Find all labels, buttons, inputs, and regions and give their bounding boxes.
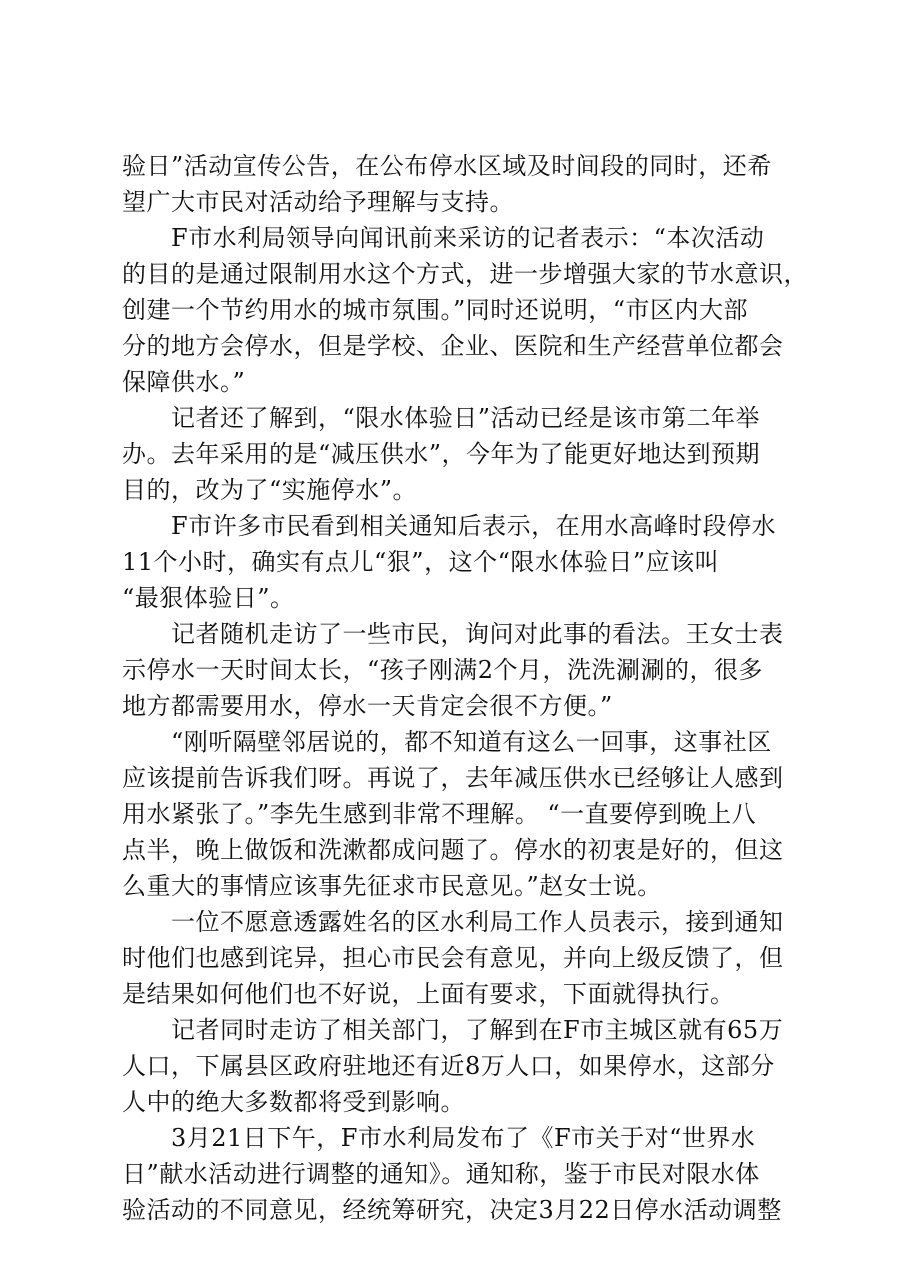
text-line: 望广大市民对活动给予理解与支持。: [122, 188, 514, 216]
text-line: 一位不愿意透露姓名的区水利局工作人员表示，接到通知: [122, 908, 784, 936]
paragraph-1: [122, 148, 802, 220]
text-line: 记者同时走访了相关部门，了解到在F市主城区就有65万: [122, 1016, 784, 1044]
text-line: 分的地方会停水，但是学校、企业、医院和生产经营单位都会: [122, 332, 784, 360]
text-line: 人中的绝大多数都将受到影响。: [122, 1088, 465, 1116]
text-line: 11个小时，确实有点儿“狠”，这个“限水体验日”应该叫: [122, 548, 720, 576]
article-body: [122, 148, 808, 1228]
text-line: F市许多市民看到相关通知后表示，在用水高峰时段停水: [122, 512, 777, 540]
paragraph-2: [122, 220, 808, 400]
text-line: 的目的是通过限制用水这个方式，进一步增强大家的节水意识，: [122, 260, 808, 288]
text-line: 保障供水。”: [122, 368, 246, 396]
text-line: 么重大的事情应该事先征求市民意见。”赵女士说。: [122, 872, 662, 900]
text-line: 办。去年采用的是“减压供水”，今年为了能更好地达到预期: [122, 440, 761, 468]
paragraph-3: [122, 400, 802, 508]
text-line: “刚听隔壁邻居说的，都不知道有这么一回事，这事社区: [122, 728, 772, 756]
paragraph-7: [122, 904, 802, 1012]
text-line: 创建一个节约用水的城市氛围。”同时还说明，“市区内大部: [122, 296, 749, 324]
text-line: “最狠体验日”。: [122, 584, 295, 612]
paragraph-6: [122, 724, 802, 904]
text-line: 应该提前告诉我们呀。再说了，去年减压供水已经够让人感到: [122, 764, 784, 792]
text-line: 验活动的不同意见，经统筹研究，决定3月22日停水活动调整: [122, 1196, 782, 1224]
paragraph-9: [122, 1120, 802, 1228]
text-line: 验日”活动宣传公告，在公布停水区域及时间段的同时，还希: [122, 152, 772, 180]
text-line: 时他们也感到诧异，担心市民会有意见，并向上级反馈了，但: [122, 944, 784, 972]
paragraph-5: [122, 616, 802, 724]
text-line: 记者还了解到，“限水体验日”活动已经是该市第二年举: [122, 404, 761, 432]
text-line: 人口，下属县区政府驻地还有近8万人口，如果停水，这部分: [122, 1052, 775, 1080]
text-line: F市水利局领导向闻讯前来采访的记者表示：“本次活动: [122, 224, 765, 252]
text-line: 点半，晚上做饭和洗漱都成问题了。停水的初衷是好的，但这: [122, 836, 784, 864]
paragraph-4: [122, 508, 802, 616]
text-line: 目的，改为了“实施停水”。: [122, 476, 418, 504]
text-line: 示停水一天时间太长，“孩子刚满2个月，洗洗涮涮的，很多: [122, 656, 764, 684]
text-line: 是结果如何他们也不好说，上面有要求，下面就得执行。: [122, 980, 735, 1008]
text-line: 用水紧张了。”李先生感到非常不理解。 “一直要停到晚上八: [122, 800, 757, 828]
paragraph-8: [122, 1012, 802, 1120]
text-line: 地方都需要用水，停水一天肯定会很不方便。”: [122, 692, 613, 720]
text-line: 记者随机走访了一些市民，询问对此事的看法。王女士表: [122, 620, 784, 648]
text-line: 3月21日下午，F市水利局发布了《F市关于对“世界水: [122, 1124, 756, 1152]
text-line: 日”献水活动进行调整的通知》。通知称，鉴于市民对限水体: [122, 1160, 760, 1188]
